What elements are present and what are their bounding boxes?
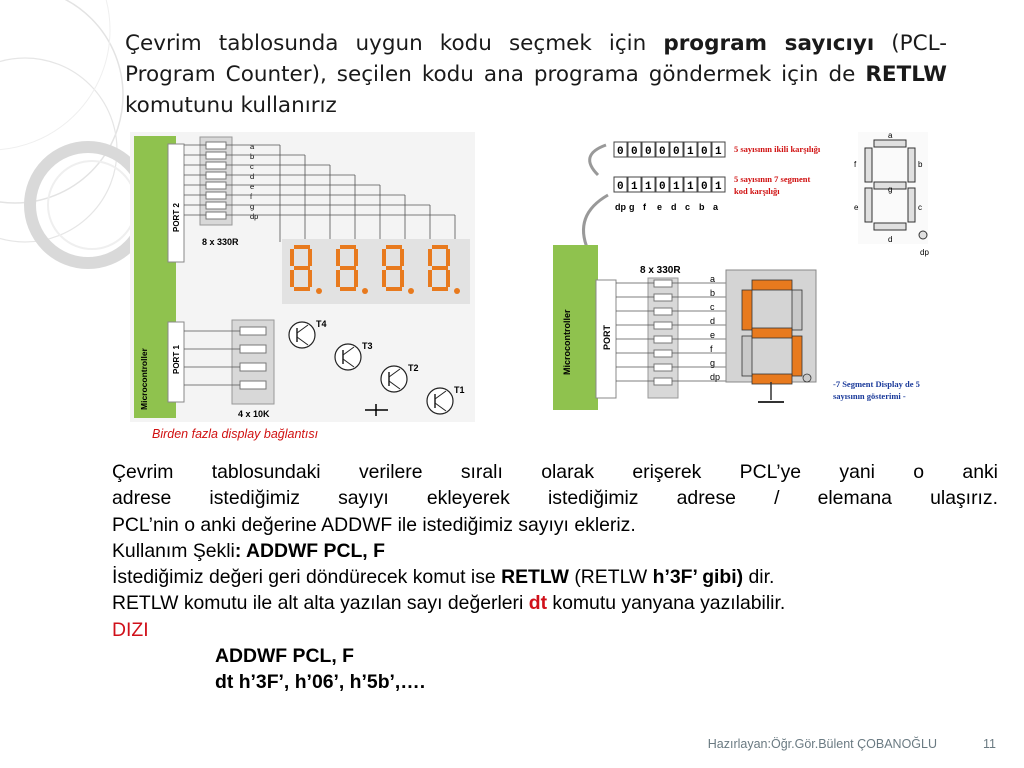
digit-segment	[340, 245, 356, 249]
transistor-label: T2	[408, 363, 419, 373]
bit-value: 1	[715, 146, 722, 158]
example-bold: h’3F’ gibi)	[652, 566, 744, 589]
segment-map-label: f	[854, 160, 857, 169]
bit-value: 0	[617, 146, 624, 158]
title-bold-program: program sayıcıyı	[663, 31, 875, 56]
bit-value: 0	[701, 146, 708, 158]
unlit-dp	[803, 374, 811, 382]
mcu-label: Microcontroller	[139, 348, 149, 410]
bit-label: b	[699, 202, 705, 212]
digit-segment	[294, 266, 310, 270]
digit-segment	[386, 245, 402, 249]
digit-segment	[400, 249, 404, 266]
body-line-6	[112, 590, 998, 616]
dt-keyword: dt	[528, 592, 548, 615]
digit-segment	[446, 249, 450, 266]
body-line-5	[112, 564, 998, 590]
bit-value: 0	[659, 146, 666, 158]
slide-title	[125, 28, 947, 121]
bit-label: f	[643, 202, 646, 212]
resistor	[206, 162, 226, 169]
digit-segment	[428, 270, 432, 287]
digit-dp	[454, 288, 460, 294]
resistor	[654, 322, 672, 329]
footer	[708, 737, 996, 751]
digit-segment	[336, 249, 340, 266]
label-dizi: DIZI	[112, 618, 149, 641]
segment-code-label-2: kod karşılığı	[734, 186, 780, 196]
digit-segment	[308, 270, 312, 287]
transistor-symbol	[335, 344, 361, 370]
resistor	[206, 142, 226, 149]
segment-label: a	[250, 142, 255, 151]
transistor-label: T1	[454, 385, 465, 395]
digit-segment	[294, 245, 310, 249]
resistor	[654, 308, 672, 315]
digit-segment	[336, 270, 340, 287]
resistor	[206, 152, 226, 159]
body-line-1: Çevrim tablosundaki verilere sıralı olarak erişerek PCL’ye yani o anki	[112, 461, 998, 483]
text: komutu yanyana yazılabilir.	[547, 592, 786, 615]
bit-value: 1	[715, 181, 722, 193]
bit-value: 0	[617, 181, 624, 193]
res-bottom-label: 4 x 10K	[238, 409, 270, 419]
port1-label: PORT 1	[172, 345, 181, 374]
bit-value: 1	[687, 181, 694, 193]
resistor	[654, 294, 672, 301]
segment-label: g	[250, 202, 255, 211]
digit-segment	[354, 270, 358, 287]
mcu-label-right: Microcontroller	[562, 309, 572, 375]
digit-dp	[408, 288, 414, 294]
digit-segment	[386, 287, 402, 291]
figure-caption: Birden fazla display bağlantısı	[152, 427, 319, 441]
digit-segment	[386, 266, 402, 270]
segment-label: a	[710, 274, 716, 284]
transistor-label: T4	[316, 319, 327, 329]
segment-label: f	[710, 344, 713, 354]
segment-label: e	[250, 182, 255, 191]
resistor	[206, 202, 226, 209]
usage-label: Kullanım Şekli	[112, 539, 235, 562]
segment-map-label: c	[918, 203, 922, 212]
retlw-bold: RETLW	[501, 566, 569, 589]
segment-label: c	[710, 302, 715, 312]
body-line-3: PCL’nin o anki değerine ADDWF ile istediğimiz sayıyı ekleriz.	[112, 513, 636, 536]
digit-segment	[354, 249, 358, 266]
digit-segment	[340, 266, 356, 270]
body-line-4	[112, 538, 998, 564]
lit-segment	[752, 328, 792, 338]
resistor	[654, 280, 672, 287]
segment-map-label: g	[888, 185, 893, 194]
transistor-symbol	[381, 366, 407, 392]
bit-value: 1	[673, 181, 680, 193]
text: dir.	[743, 566, 775, 589]
segment-map-label: e	[854, 203, 859, 212]
segment-outline	[874, 223, 906, 230]
bit-value: 0	[659, 181, 666, 193]
port-label-right: PORT	[602, 324, 612, 350]
resistor	[654, 350, 672, 357]
bit-value: 1	[687, 146, 694, 158]
title-bold-retlw: RETLW	[865, 62, 947, 87]
bit-value: 1	[645, 181, 652, 193]
lit-segment	[742, 290, 752, 330]
bit-label: d	[671, 202, 677, 212]
bit-value: 0	[701, 181, 708, 193]
segment-label: b	[710, 288, 716, 298]
segment-label: f	[250, 192, 253, 201]
digit-segment	[340, 287, 356, 291]
bit-value: 1	[631, 181, 638, 193]
segment-outline	[865, 148, 872, 182]
digit-segment	[432, 287, 448, 291]
segment-code-label-1: 5 sayısının 7 segment	[734, 174, 811, 184]
resistor	[206, 182, 226, 189]
bit-label: g	[629, 202, 635, 212]
segment-dp-outline	[919, 231, 927, 239]
bit-label: e	[657, 202, 663, 212]
segment-label: dp	[710, 372, 721, 382]
segment-map-label: d	[888, 235, 893, 244]
digit-segment	[290, 249, 294, 266]
digit-segment	[382, 249, 386, 266]
page-number: 11	[983, 737, 996, 751]
body-line-2: adrese istediğimiz sayıyı ekleyerek istediğimiz adrese / elemana ulaşırız.	[112, 487, 998, 510]
segment-label: e	[710, 330, 716, 340]
digit-segment	[400, 270, 404, 287]
digit-segment	[308, 249, 312, 266]
text: RETLW komutu ile alt alta yazılan sayı değerleri	[112, 592, 529, 615]
resistor	[240, 381, 266, 389]
bit-label: a	[713, 202, 719, 212]
segment-label: dp	[250, 212, 259, 221]
segment-outline	[874, 140, 906, 147]
segment-map-label: a	[888, 131, 893, 140]
multi-display-circuit-diagram	[130, 132, 475, 422]
code-line-1: ADDWF PCL, F	[215, 645, 354, 668]
lit-segment	[752, 374, 792, 384]
title-text: (PCL-Program Counter), seçilen kodu ana programa göndermek için de	[125, 31, 947, 87]
bit-value: 0	[673, 146, 680, 158]
digit-dp	[362, 288, 368, 294]
display-note-1: -7 Segment Display de 5	[833, 379, 920, 389]
microcontroller-block-right	[553, 245, 598, 410]
segment-outline	[865, 188, 872, 222]
segment-outline	[908, 148, 915, 182]
bit-label: dp	[615, 202, 626, 212]
digit-segment	[432, 245, 448, 249]
single-display-encoding-diagram	[548, 130, 958, 415]
bit-value: 0	[645, 146, 652, 158]
code-line-2: dt h’3F’, h’06’, h’5b’,….	[215, 671, 426, 694]
body-text	[112, 459, 998, 696]
resistor	[654, 336, 672, 343]
bit-value: 0	[631, 146, 638, 158]
digit-segment	[382, 270, 386, 287]
usage-code: : ADDWF PCL, F	[234, 539, 385, 562]
digit-segment	[432, 266, 448, 270]
segment-outline	[908, 188, 915, 222]
binary-label: 5 sayısının ikili karşılığı	[734, 144, 821, 154]
digit-segment	[446, 270, 450, 287]
resistor	[206, 212, 226, 219]
segment-map-label: dp	[920, 248, 929, 257]
transistor-symbol	[427, 388, 453, 414]
resistor	[206, 192, 226, 199]
digit-segment	[294, 287, 310, 291]
unlit-segment	[792, 290, 802, 330]
resistor	[240, 327, 266, 335]
resistor	[206, 172, 226, 179]
digit-dp	[316, 288, 322, 294]
text: İstediğimiz değeri geri döndürecek komut ise	[112, 566, 502, 589]
transistor-symbol	[289, 322, 315, 348]
digit-segment	[428, 249, 432, 266]
res-right-label: 8 x 330R	[640, 265, 681, 276]
resistor	[240, 363, 266, 371]
transistor-label: T3	[362, 341, 373, 351]
lit-segment	[792, 336, 802, 376]
unlit-segment	[742, 336, 752, 376]
title-text: Çevrim tablosunda uygun kodu seçmek için	[125, 31, 664, 56]
title-text: komutunu kullanırız	[125, 93, 337, 118]
text: (RETLW	[568, 566, 653, 589]
resistor	[240, 345, 266, 353]
segment-label: b	[250, 152, 255, 161]
lit-segment	[752, 280, 792, 290]
digit-segment	[290, 270, 294, 287]
port2-label: PORT 2	[172, 203, 181, 232]
segment-label: g	[710, 358, 716, 368]
display-note-2: sayısının gösterimi -	[833, 391, 906, 401]
resistor	[654, 364, 672, 371]
decorative-circles	[0, 0, 130, 768]
bit-label: c	[685, 202, 691, 212]
segment-map-label: b	[918, 160, 923, 169]
res-top-label: 8 x 330R	[202, 237, 239, 247]
segment-label: d	[250, 172, 255, 181]
footer-author: Hazırlayan:Öğr.Gör.Bülent ÇOBANOĞLU	[707, 737, 938, 751]
resistor	[654, 378, 672, 385]
segment-label: c	[250, 162, 254, 171]
segment-label: d	[710, 316, 716, 326]
